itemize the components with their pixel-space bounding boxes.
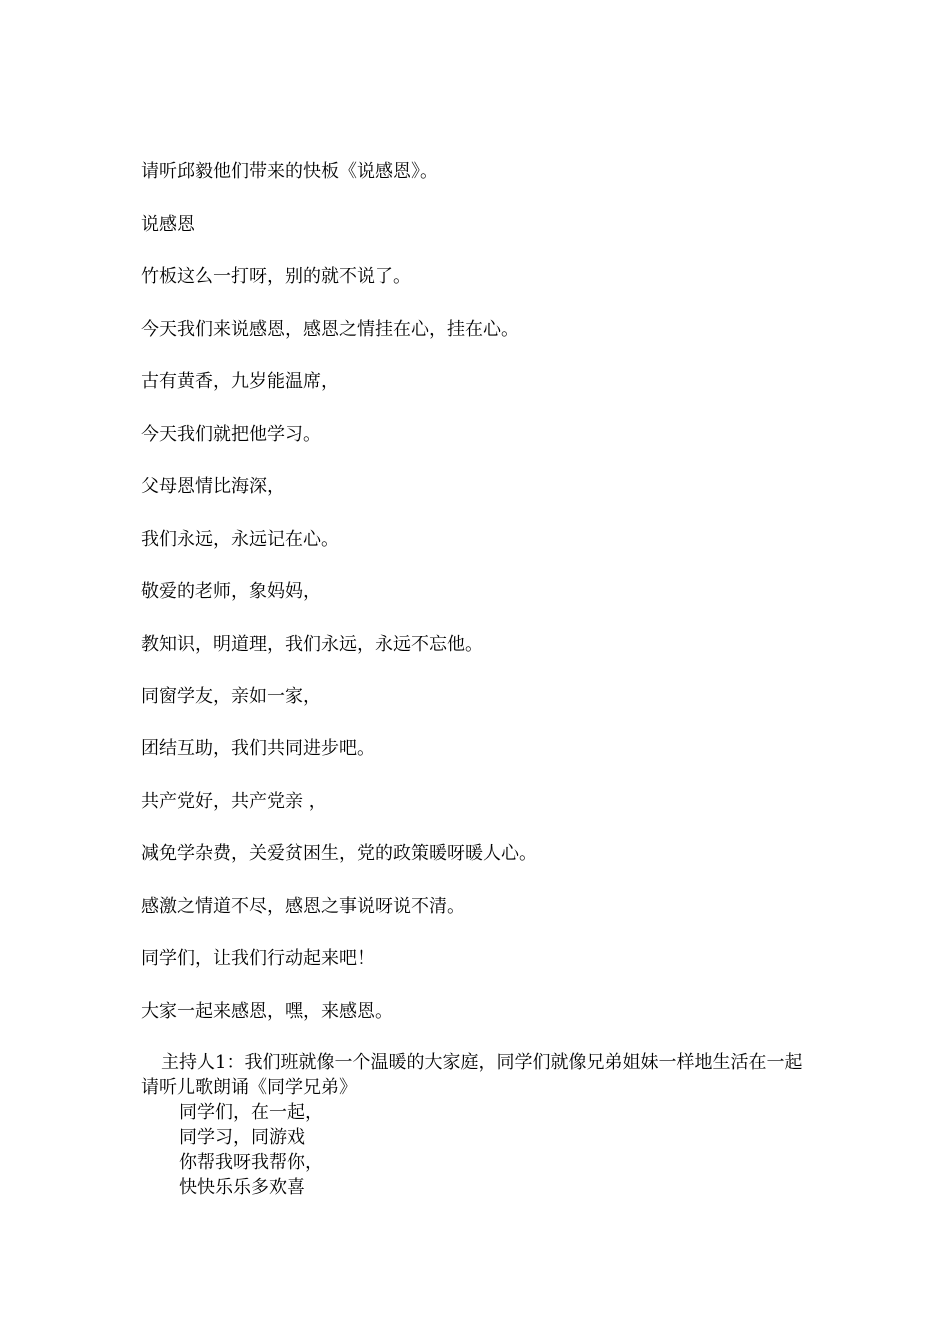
- paragraph: 教知识，明道理，我们永远，永远不忘他。: [141, 634, 483, 655]
- paragraph: 感激之情道不尽，感恩之事说呀说不清。: [141, 896, 465, 917]
- paragraph: 同窗学友，亲如一家，: [141, 686, 321, 707]
- paragraph: 今天我们就把他学习。: [141, 424, 321, 445]
- poem-line: 同学们，在一起，: [179, 1102, 323, 1123]
- paragraph: 父母恩情比海深，: [141, 476, 285, 497]
- paragraph: 共产党好，共产党亲 ，: [141, 791, 327, 812]
- host-intro-line: 主持人1：我们班就像一个温暖的大家庭，同学们就像兄弟姐妹一样地生活在一起: [161, 1052, 803, 1073]
- paragraph-title: 说感恩: [141, 214, 195, 235]
- paragraph-intro: 请听邱毅他们带来的快板《说感恩》。: [141, 161, 438, 182]
- host-intro-line: 请听儿歌朗诵《同学兄弟》: [141, 1077, 357, 1098]
- paragraph: 团结互助，我们共同进步吧。: [141, 738, 375, 759]
- poem-line: 同学习，同游戏: [179, 1127, 305, 1148]
- paragraph: 减免学杂费，关爱贫困生，党的政策暖呀暖人心。: [141, 843, 537, 864]
- poem-line: 快快乐乐多欢喜: [179, 1177, 305, 1198]
- paragraph: 我们永远，永远记在心。: [141, 529, 339, 550]
- poem-line: 你帮我呀我帮你，: [179, 1152, 323, 1173]
- host-section: [141, 1050, 841, 1200]
- paragraph: 今天我们来说感恩，感恩之情挂在心，挂在心。: [141, 319, 519, 340]
- paragraph: 大家一起来感恩，嘿，来感恩。: [141, 1001, 393, 1022]
- paragraph: 敬爱的老师，象妈妈，: [141, 581, 321, 602]
- paragraph: 古有黄香，九岁能温席，: [141, 371, 339, 392]
- paragraph: 同学们，让我们行动起来吧！: [141, 948, 375, 969]
- paragraph: 竹板这么一打呀，别的就不说了。: [141, 266, 411, 287]
